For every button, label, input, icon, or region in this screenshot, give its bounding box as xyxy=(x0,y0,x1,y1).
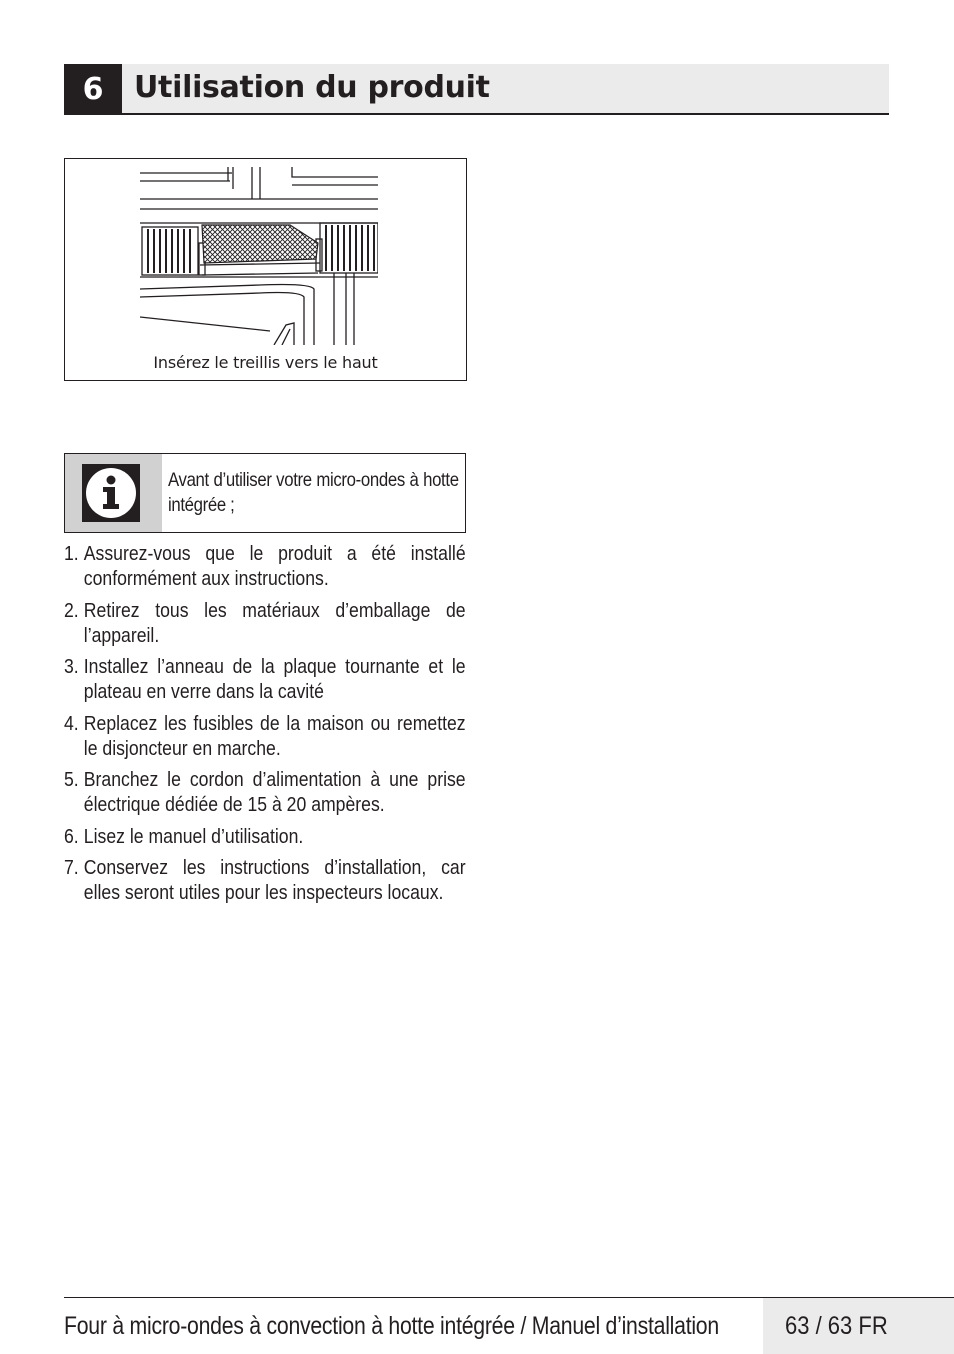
step-number: 2. xyxy=(64,598,79,622)
step-item xyxy=(64,824,466,849)
step-number: 1. xyxy=(64,542,79,565)
steps-list xyxy=(64,541,466,912)
step-item xyxy=(64,541,466,591)
info-icon xyxy=(82,464,140,522)
info-text: Avant d’utiliser votre micro-ondes à hotte intégrée ; xyxy=(168,469,459,516)
info-icon-cell xyxy=(65,454,162,532)
step-text: Replacez les fusibles de la maison ou remettez le disjoncteur en marche. xyxy=(83,711,466,760)
footer-document-title: Four à micro-ondes à convection à hotte intégrée / Manuel d’installation xyxy=(64,1312,719,1340)
grease-filter-illustration xyxy=(140,167,378,345)
filter-figure xyxy=(64,158,467,381)
step-text: Conservez les instructions d’installation, car elles seront utiles pour les inspecteurs locaux. xyxy=(83,856,466,904)
step-number: 4. xyxy=(64,711,79,735)
step-number: 7. xyxy=(64,856,79,879)
step-text: Installez l’anneau de la plaque tournante et le plateau en verre dans la cavité xyxy=(83,655,466,703)
section-title: Utilisation du produit xyxy=(134,70,490,105)
step-item xyxy=(64,767,466,817)
section-header xyxy=(64,64,889,115)
step-text: Branchez le cordon d’alimentation à une prise électrique dédiée de 15 à 20 ampères. xyxy=(83,768,466,816)
figure-caption: Insérez le treillis vers le haut xyxy=(153,353,378,372)
step-item xyxy=(64,711,466,761)
step-item xyxy=(64,654,466,704)
step-item xyxy=(64,855,466,905)
step-text: Assurez-vous que le produit a été installé conformément aux instructions. xyxy=(83,542,466,590)
step-text: Retirez tous les matériaux d’emballage de l’appareil. xyxy=(83,598,466,647)
step-text: Lisez le manuel d’utilisation. xyxy=(83,824,304,848)
footer-page-box xyxy=(763,1298,954,1354)
section-number: 6 xyxy=(64,64,122,113)
step-item xyxy=(64,598,466,648)
step-number: 5. xyxy=(64,768,79,791)
page-number: 63 / 63 FR xyxy=(785,1312,888,1340)
step-number: 3. xyxy=(64,655,79,678)
info-box xyxy=(64,453,466,533)
step-number: 6. xyxy=(64,824,79,848)
